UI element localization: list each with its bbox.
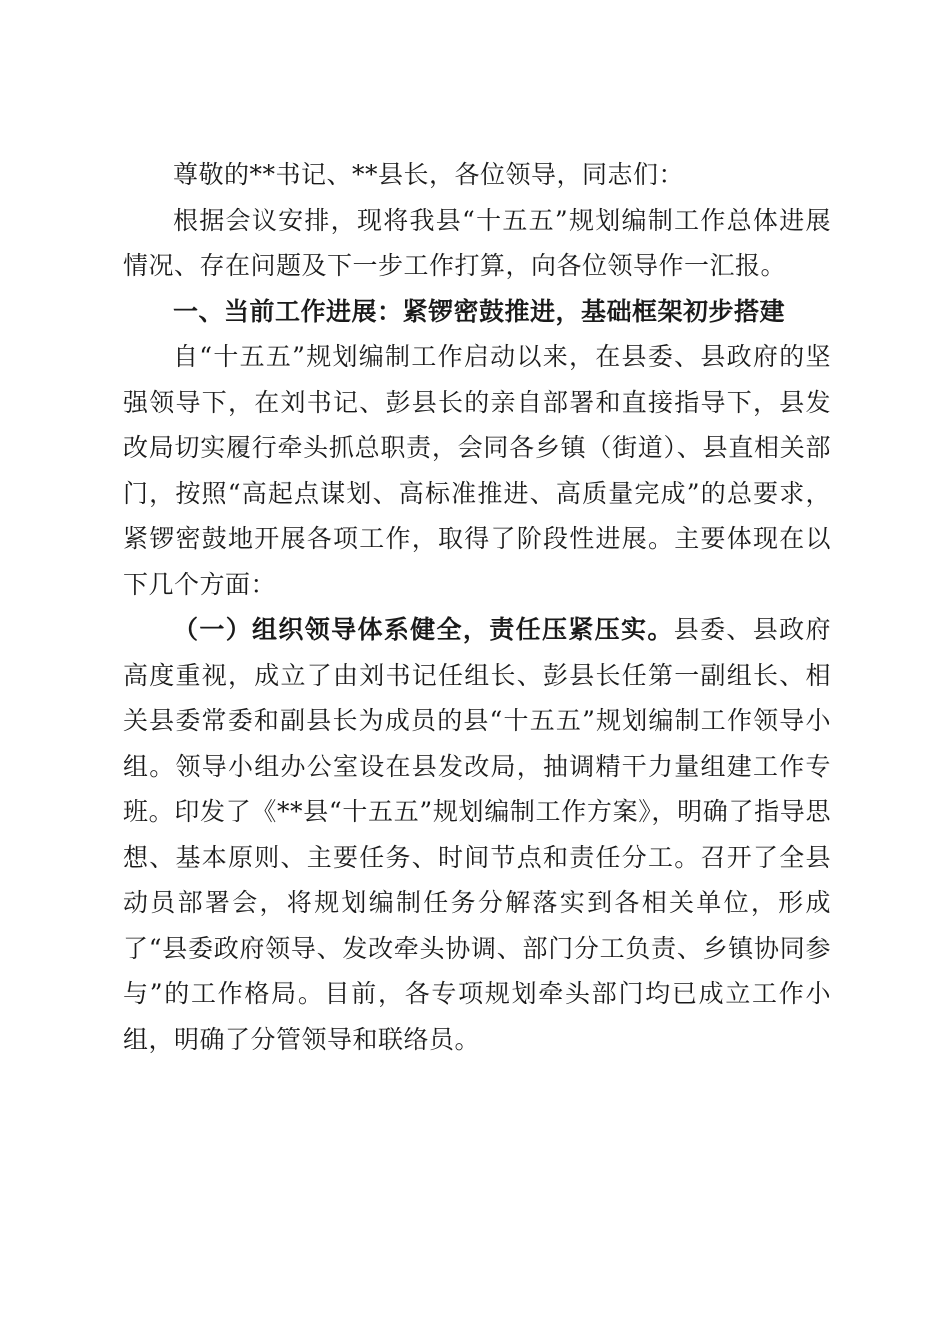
subsection-1-paragraph <box>123 607 831 1062</box>
section-1-heading: 一、当前工作进展：紧锣密鼓推进，基础框架初步搭建 <box>173 296 786 326</box>
document-body <box>123 152 831 1062</box>
intro-paragraph: 根据会议安排，现将我县“十五五”规划编制工作总体进展情况、存在问题及下一步工作打算，向各位领导作一汇报。 <box>123 205 831 280</box>
subsection-1-body: 县委、县政府高度重视，成立了由刘书记任组长、彭县长任第一副组长、相关县委常委和副县长为成员的县“十五五”规划编制工作领导小组。领导小组办公室设在县发改局，抽调精干力量组建工作专班。印发了《**县“十五五”规划编制工作方案》，明确了指导思想、基本原则、主要任务、时间节点和责任分工。召开了全县动员部署会，将规划编制任务分解落实到各相关单位，形成了“县委政府领导、发改牵头协调、部门分工负责、乡镇协同参与”的工作格局。目前，各专项规划牵头部门均已成立工作小组，明确了分管领导和联络员。 <box>123 615 831 1054</box>
section-1-paragraph: 自“十五五”规划编制工作启动以来，在县委、县政府的坚强领导下，在刘书记、彭县长的亲自部署和直接指导下，县发改局切实履行牵头抓总职责，会同各乡镇（街道）、县直相关部门，按照“高起点谋划、高标准推进、高质量完成”的总要求，紧锣密鼓地开展各项工作，取得了阶段性进展。主要体现在以下几个方面： <box>123 342 831 599</box>
subsection-1-lead: （一）组织领导体系健全，责任压紧压实。 <box>173 615 674 644</box>
salutation: 尊敬的**书记、**县长，各位领导，同志们： <box>173 160 685 189</box>
